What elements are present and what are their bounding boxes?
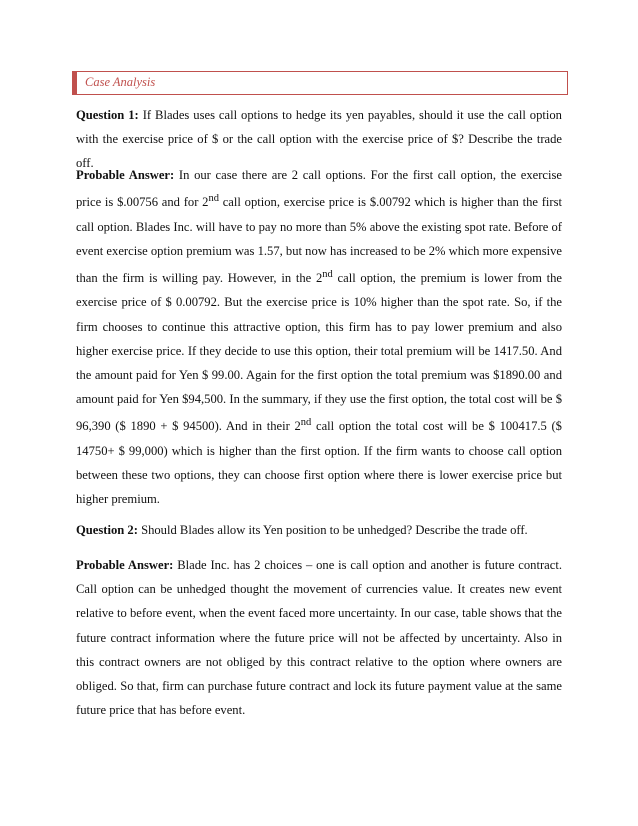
- answer-1-label: Probable Answer:: [76, 168, 175, 182]
- case-analysis-heading: Case Analysis: [85, 75, 156, 89]
- question-2-paragraph: [76, 518, 562, 542]
- case-analysis-heading-box: [72, 71, 568, 95]
- answer-1-text-part-2: call option, exercise price is $.00792 which is higher than the first call option. Blades Inc. will have to pay no more than 5% above the existing spot rate. Before of event exercise option premium was 1.57, but now has increased to be 2% which more expensive than the firm is willing pay. However, in the 2: [76, 195, 562, 286]
- answer-1-text-part-1: In our case there are 2 call options. For the first call option, the exercise price is $.00756 and for 2: [76, 168, 562, 210]
- answer-1-superscript-2: nd: [322, 269, 333, 280]
- answer-2-paragraph: [76, 553, 562, 722]
- question-2-text: Should Blades allow its Yen position to be unhedged? Describe the trade off.: [137, 523, 528, 537]
- answer-2-label: Probable Answer:: [76, 558, 174, 572]
- question-2-label: Question 2:: [76, 523, 138, 537]
- answer-2-text: Blade Inc. has 2 choices – one is call option and another is future contract. Call option can be unhedged thought the movement of currencies value. It creates new event relative to before event, when the event faced more uncertainty. In our case, table shows that the future contract information where the future price will not be affected by uncertainty. Also in this contract owners are not obliged by this contract relative to the option where owners are obliged. So that, firm can purchase future contract and lock its future payment value at the same future price that has before event.: [76, 558, 562, 718]
- answer-1-text-part-4: call option the total cost will be $ 100417.5 ($ 14750+ $ 99,000) which is higher than the first option. If the firm wants to choose call option between these two options, they can choose first option where there is lower exercise price but higher premium.: [76, 419, 562, 507]
- answer-1-superscript-1: nd: [208, 193, 219, 205]
- question-1-text: If Blades uses call options to hedge its yen payables, should it use the call option with the exercise price of $ or the call option with the exercise price of $? Describe the trade off.: [76, 108, 562, 171]
- answer-1-superscript-3: nd: [300, 417, 312, 429]
- question-1-label: Question 1:: [76, 108, 139, 122]
- answer-1-text-part-3: call option, the premium is lower from the exercise price of $ 0.00792. But the exercise price is 10% higher than the spot rate. So, if the firm chooses to continue this attractive option, this firm has to pay lower premium and also higher exercise price. If they decide to use this option, their total premium will be 1417.50. And the amount paid for Yen $ 99.00. Again for the first option the total premium was $1890.00 and amount paid for Yen $94,500. In the summary, if they use the first option, the total cost will be $ 96,390 ($ 1890 + $ 94500). And in their 2: [76, 271, 562, 434]
- answer-1-paragraph: [76, 163, 562, 511]
